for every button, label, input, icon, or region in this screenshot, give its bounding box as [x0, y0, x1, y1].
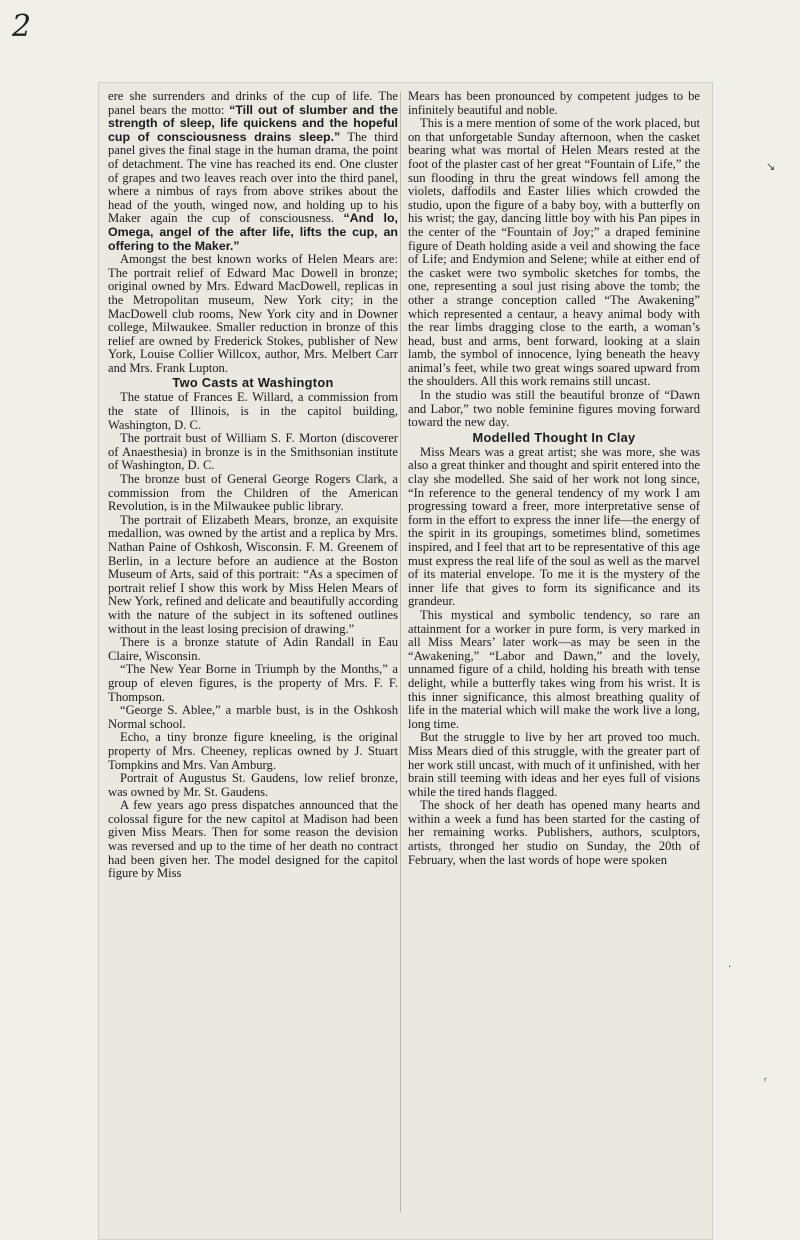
article-paragraph: The shock of her death has opened many hearts and within a week a fund has been started for the casting of her remaining works. Publishers, authors, sculptors, artists, thronged her studio on Sunday, the 20th of February, when the last words of hope were spoken [408, 798, 700, 867]
motto-bold-text: “Till out of slumber and the strength of sleep, life quickens and the hopeful cup of consciousness drains sleep.” [108, 102, 398, 144]
margin-mark: ↘ [766, 160, 776, 173]
margin-mark: ʳ [764, 1075, 767, 1088]
article-paragraph: Portrait of Augustus St. Gaudens, low relief bronze, was owned by Mr. St. Gaudens. [108, 771, 398, 799]
left-column [108, 90, 398, 881]
right-column [408, 90, 700, 867]
article-paragraph [108, 90, 398, 253]
page-number: 2 [12, 9, 32, 44]
article-paragraph: “George S. Ablee,” a marble bust, is in the Oshkosh Normal school. [108, 703, 398, 731]
article-paragraph: The bronze bust of General George Rogers Clark, a commission from the Children of the American Revolution, is in the Milwaukee public library. [108, 472, 398, 514]
margin-mark: · [728, 960, 732, 973]
article-paragraph: This mystical and symbolic tendency, so rare an attainment for a worker in pure form, is very marked in all Miss Mears’ later work—as may be seen in the “Awakening,” “Labor and Dawn,” and the lovely, unnamed figure of a child, holding his breath with tense delight, while a butterfly takes wing from his wrist. It is this inner significance, this almost breathing quality of life in the material which will make the work live a long, long time. [408, 607, 700, 731]
text-run: ere she surrenders and drinks of the cup of life. The panel bears the motto: [108, 89, 398, 117]
article-paragraph: In the studio was still the beautiful bronze of “Dawn and Labor,” two noble feminine figures moving forward toward the new day. [408, 388, 700, 430]
column-divider [400, 92, 401, 1212]
article-paragraph: But the struggle to live by her art proved too much. Miss Mears died of this struggle, with the greater part of her work still uncast, with much of it unfinished, with her brain still teeming with ideas and her eyes full of visions while the tired hands flagged. [408, 730, 700, 799]
article-paragraph: Echo, a tiny bronze figure kneeling, is the original property of Mrs. Cheeney, replicas owned by J. Stuart Tompkins and Mrs. Van Amburg. [108, 730, 398, 772]
article-paragraph: The portrait of Elizabeth Mears, bronze, an exquisite medallion, was owned by the artist and a replica by Mrs. Nathan Paine of Oshkosh, Wisconsin. F. M. Greenem of Berlin, in a lecture before an audience at the Boston Museum of Arts, said of this portrait: “As a specimen of portrait relief I show this work by Miss Helen Mears of New York, refined and delicate and beautifully according with the nature of the subject in its softened outlines without in the least losing precision of drawing.” [108, 512, 398, 636]
text-run: The third panel gives the final stage in the human drama, the point of detachment. The vine has reached its end. One cluster of grapes and two leaves reach over into the third panel, where a nimbus of rays from above strikes about the head of the youth, winged now, and holding up to his Maker again the cup of consciousness. [108, 129, 398, 226]
subheading: Two Casts at Washington [172, 375, 334, 391]
article-paragraph: Mears has been pronounced by competent judges to be infinitely beautiful and noble. [408, 89, 700, 117]
motto-bold-text: “And lo, Omega, angel of the after life, lifts the cup, an offering to the Maker.” [108, 211, 398, 253]
article-paragraph: The portrait bust of William S. F. Morton (discoverer of Anaesthesia) in bronze is in the Smithsonian institute of Washington, D. C. [108, 431, 398, 473]
article-paragraph: There is a bronze statute of Adin Randall in Eau Claire, Wisconsin. [108, 635, 398, 663]
article-paragraph: “The New Year Borne in Triumph by the Months,” a group of eleven figures, is the property of Mrs. F. F. Thompson. [108, 662, 398, 704]
article-paragraph: A few years ago press dispatches announced that the colossal figure for the new capitol at Madison had been given Miss Mears. Then for some reason the devision was reversed and up to the time of her death no contract had been given her. The model designed for the capitol figure by Miss [108, 798, 398, 881]
subheading: Modelled Thought In Clay [472, 429, 636, 445]
article-paragraph: Miss Mears was a great artist; she was more, she was also a great thinker and thought and spirit entered into the clay she modelled. She said of her work not long since, “In reference to the general tendency of my work I am progressing toward a freer, more interpretative sense of form in the effort to express the inner life—the energy of the spirit in its groupings, sometimes blind, sometimes inspired, and I feel that art to be representative of this age must express the real life of the soul as well as the marvel of its material envelope. To me it is the mystery of the inner life that gives to form its significance and its grandeur. [408, 444, 700, 609]
article-paragraph: The statue of Frances E. Willard, a commission from the state of Illinois, is in the capitol building, Washington, D. C. [108, 390, 398, 432]
article-paragraph: Amongst the best known works of Helen Mears are: The portrait relief of Edward Mac Dowell in bronze; original owned by Mrs. Edward MacDowell, replicas in the Metropolitan museum, New York city; in the MacDowell club rooms, New York city and in Downer college, Milwaukee. Smaller reduction in bronze of this relief are owned by Frederick Stokes, publisher of New York, Louise Collier Willcox, author, Mrs. Melbert Carr and Mrs. Frank Lupton. [108, 252, 398, 375]
article-paragraph: This is a mere mention of some of the work placed, but on that unforgetable Sunday afternoon, when the casket bearing what was mortal of Helen Mears rested at the foot of the plaster cast of her great “Fountain of Life,” the sun flooding in thru the great windows fell among the violets, daffodils and Easter lilies which crowded the studio, upon the figure of a baby boy, with a butterfly on his wrist; the gay, dancing little boy with his Pan pipes in the center of the “Fountain of Joy;” a draped feminine figure of Death holding aside a veil and showing the face of Life; and Endymion and Selene; while at either end of the casket were two symbolic sketches for tombs, the one, representing a soul just rising above the tomb; the other a strange conception called “The Awakening” which represented a centaur, a heavy animal body with the rear limbs dragging close to the earth, a woman’s head, bust and arms, bent forward, looking at a slain lamb, the symbol of innocence, lying beneath the heavy animal’s feet, while two great wings soared upward from the shoulders. All this work remains still uncast. [408, 116, 700, 389]
